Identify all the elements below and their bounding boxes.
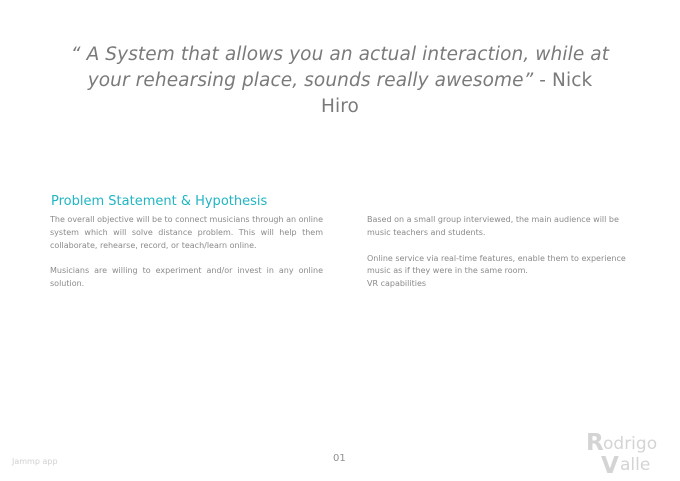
paragraph: Musicians are willing to experiment and/or invest in any online solution. bbox=[50, 266, 323, 289]
logo-text-line2: alle bbox=[620, 455, 651, 475]
testimonial-quote bbox=[70, 42, 610, 120]
paragraph: Based on a small group interviewed, the main audience will be music teachers and students. bbox=[367, 215, 619, 237]
right-column bbox=[367, 214, 642, 304]
quote-attribution: - Nick Hiro bbox=[321, 70, 593, 117]
quote-text: “ A System that allows you an actual interaction, while at your rehearsing place, sounds really awesome” bbox=[70, 44, 610, 91]
left-column bbox=[50, 214, 323, 304]
logo-text-line1: odrigo bbox=[603, 434, 658, 454]
logo bbox=[586, 428, 676, 476]
footer-app-name: Jammp app bbox=[12, 457, 58, 466]
paragraph: VR capabilities bbox=[367, 279, 427, 289]
logo-initial-r: R bbox=[586, 430, 604, 456]
paragraph: The overall objective will be to connect musicians through an online system which will solve distance problem. This will help them collaborate, rehearse, record, or teach/learn online. bbox=[50, 215, 323, 250]
page-number: 01 bbox=[333, 453, 346, 464]
logo-initial-v: V bbox=[601, 453, 619, 476]
paragraph: Online service via real-time features, enable them to experience music as if they were in the same room. bbox=[367, 253, 626, 276]
section-title: Problem Statement & Hypothesis bbox=[51, 194, 268, 209]
